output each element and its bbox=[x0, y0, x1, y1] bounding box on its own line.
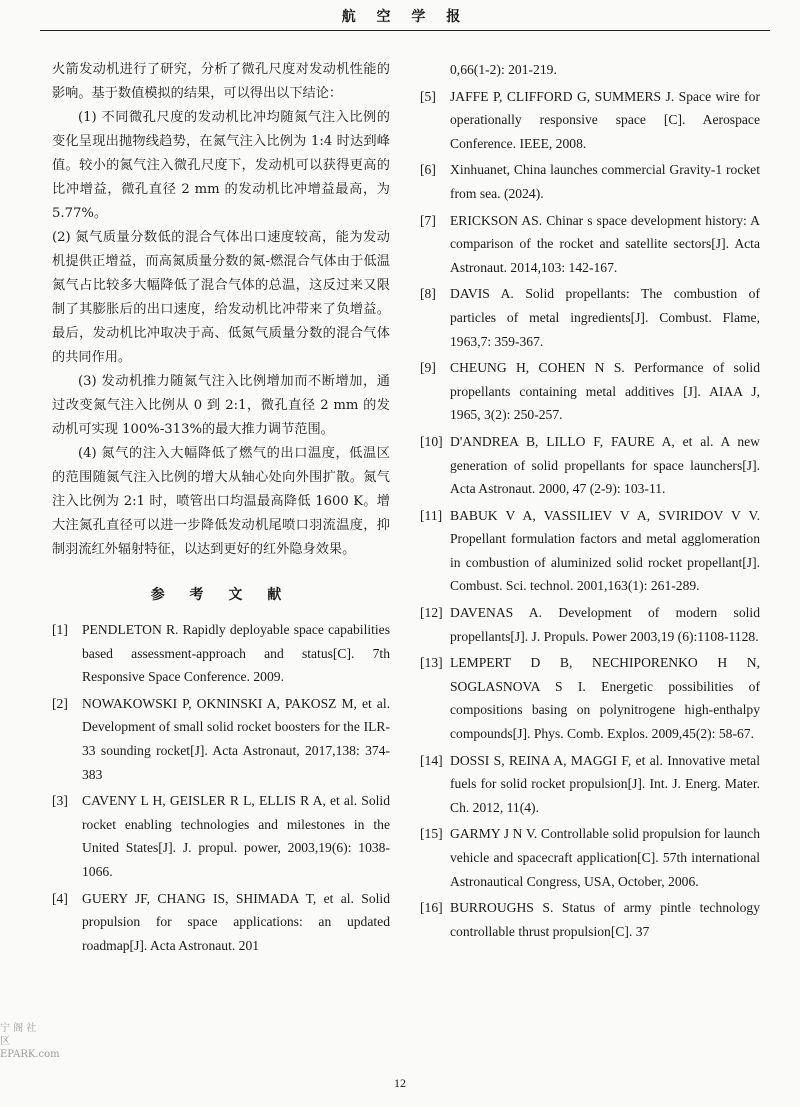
reference-item bbox=[420, 158, 760, 205]
reference-text: D'ANDREA B, LILLO F, FAURE A, et al. A new generation of solid propellants for space launchers[J]. Acta Astronaut. 2000, 47 (2-9): 103-11. bbox=[450, 433, 760, 497]
reference-item bbox=[420, 896, 760, 943]
reference-number: [13] bbox=[420, 655, 443, 671]
reference-number: [6] bbox=[420, 162, 436, 178]
reference-text: Xinhuanet, China launches commercial Gravity-1 rocket from sea. (2024). bbox=[450, 162, 760, 201]
reference-item bbox=[420, 504, 760, 598]
body-paragraph: (1) 不同微孔尺度的发动机比冲均随氮气注入比例的变化呈现出抛物线趋势，在氮气注入比例为 1:4 时达到峰值。较小的氮气注入微孔尺度下，发动机可以获得更高的比冲增益，微孔直径 2 mm 的发动机比冲增益最高，为 5.77%。 bbox=[52, 110, 390, 221]
references-list-left bbox=[52, 618, 390, 957]
left-column bbox=[52, 58, 390, 960]
reference-continuation bbox=[420, 58, 760, 82]
right-column bbox=[420, 58, 760, 946]
reference-number: [11] bbox=[420, 507, 443, 523]
reference-text: GARMY J N V. Controllable solid propulsion for launch vehicle and spacecraft application[C]. 57th international Astronautical Congress, USA, October, 2006. bbox=[450, 826, 760, 889]
reference-text: CAVENY L H, GEISLER R L, ELLIS R A, et al. Solid rocket enabling technologies and milestones in the United States[J]. J. propul. power, 2003,19(6): 1038-1066. bbox=[82, 793, 390, 879]
body-paragraph: (4) 氮气的注入大幅降低了燃气的出口温度，低温区的范围随氮气注入比例的增大从轴心处向外围扩散。氮气注入比例为 2:1 时，喷管出口均温最高降低 1600 K。增大注氮孔直径可以进一步降低发动机尾喷口羽流温度，抑制羽流红外辐射特征，以达到更好的红外隐身效果。 bbox=[52, 446, 390, 557]
reference-item bbox=[420, 601, 760, 648]
references-title: 参 考 文 献 bbox=[150, 587, 292, 603]
reference-item bbox=[420, 282, 760, 353]
reference-number: [15] bbox=[420, 826, 443, 842]
reference-number: [12] bbox=[420, 605, 443, 621]
page-number: 12 bbox=[394, 1076, 406, 1090]
reference-text: BABUK V A, VASSILIEV V A, SVIRIDOV V V. Propellant formulation factors and metal agglomeration in combustion of aluminized solid rocket propellant[J]. Combust. Sci. technol. 2001,163(1): 261-289. bbox=[450, 507, 760, 594]
reference-item bbox=[52, 789, 390, 883]
reference-text: JAFFE P, CLIFFORD G, SUMMERS J. Space wire for operationally responsive space [C]. Aerospace Conference. IEEE, 2008. bbox=[450, 88, 760, 151]
reference-item bbox=[52, 618, 390, 689]
reference-number: [1] bbox=[52, 622, 68, 637]
reference-text: DAVENAS A. Development of modern solid propellants[J]. J. Propuls. Power 2003,19 (6):1108-1128. bbox=[450, 605, 760, 644]
reference-text: NOWAKOWSKI P, OKNINSKI A, PAKOSZ M, et al. Development of small solid rocket boosters for the ILR-33 sounding rocket[J]. Acta Astronaut, 2017,138: 374-383 bbox=[82, 695, 390, 782]
reference-item bbox=[420, 430, 760, 501]
references-list-right bbox=[420, 85, 760, 944]
reference-number: [5] bbox=[420, 88, 436, 104]
reference-text: GUERY JF, CHANG IS, SHIMADA T, et al. Solid propulsion for space applications: an updated roadmap[J]. Acta Astronaut. 201 bbox=[82, 890, 390, 953]
reference-text: BURROUGHS S. Status of army pintle technology controllable thrust propulsion[C]. 37 bbox=[450, 900, 760, 939]
reference-item bbox=[420, 822, 760, 893]
reference-text: DAVIS A. Solid propellants: The combustion of particles of metal ingredients[J]. Combust. Flame, 1963,7: 359-367. bbox=[450, 286, 760, 349]
reference-item bbox=[420, 651, 760, 745]
reference-item bbox=[420, 209, 760, 280]
body-paragraph: (3) 发动机推力随氮气注入比例增加而不断增加，通过改变氮气注入比例从 0 到 2:1，微孔直径 2 mm 的发动机可实现 100%-313%的最大推力调节范围。 bbox=[52, 374, 390, 437]
reference-number: [10] bbox=[420, 433, 443, 449]
reference-item bbox=[52, 887, 390, 958]
reference-text: ERICKSON AS. Chinar s space development history: A comparison of the rocket and satellite sectors[J]. Acta Astronaut. 2014,103: 142-167. bbox=[450, 212, 760, 275]
journal-header bbox=[40, 4, 770, 31]
reference-item bbox=[420, 85, 760, 156]
reference-number: [8] bbox=[420, 286, 436, 302]
reference-text: LEMPERT D B, NECHIPORENKO H N, SOGLASNOVA S I. Energetic possibilities of compositions basing on polynitrogene high-enthalpy compounds[J]. Phys. Comb. Explos. 2009,45(2): 58-67. bbox=[450, 655, 760, 742]
reference-number: [9] bbox=[420, 360, 436, 376]
reference-number: [16] bbox=[420, 900, 443, 916]
reference-number: [2] bbox=[52, 695, 68, 711]
reference-number: [14] bbox=[420, 752, 443, 768]
body-paragraph: (2) 氮气质量分数低的混合气体出口速度较高，能为发动机提供正增益，而高氮质量分数的氮-燃混合气体由于低温氮气占比较多大幅降低了混合气体的总温，这反过来又限制了其膨胀后的出口速度，给发动机比冲带来了负增益。最后，发动机比冲取决于高、低氮气质量分数的混合气体的共同作用。 bbox=[52, 230, 390, 365]
journal-title: 航 空 学 报 bbox=[341, 9, 469, 25]
conclusions bbox=[52, 58, 390, 562]
reference-item bbox=[52, 692, 390, 786]
reference-text: CHEUNG H, COHEN N S. Performance of solid propellants containing metal additives [J]. AIAA J, 1965, 3(2): 250-257. bbox=[450, 360, 760, 423]
watermark-line1: 宁 阁 社 区 bbox=[0, 1023, 37, 1047]
reference-text: PENDLETON R. Rapidly deployable space capabilities based assessment-approach and status[C]. 7th Responsive Space Conference. 2009. bbox=[82, 622, 390, 685]
reference-text: DOSSI S, REINA A, MAGGI F, et al. Innovative metal fuels for solid rocket propulsion[J]. Int. J. Energ. Mater. Ch. 2012, 11(4). bbox=[450, 752, 760, 815]
reference-continuation-text: 0,66(1-2): 201-219. bbox=[450, 62, 557, 77]
reference-number: [4] bbox=[52, 890, 68, 906]
body-paragraph: 火箭发动机进行了研究，分析了微孔尺度对发动机性能的影响。基于数值模拟的结果，可以得出以下结论： bbox=[52, 62, 390, 101]
reference-number: [3] bbox=[52, 793, 68, 809]
reference-number: [7] bbox=[420, 212, 436, 228]
reference-item bbox=[420, 356, 760, 427]
watermark bbox=[0, 1022, 60, 1061]
reference-item bbox=[420, 749, 760, 820]
watermark-line2: EPARK.com bbox=[0, 1049, 60, 1060]
